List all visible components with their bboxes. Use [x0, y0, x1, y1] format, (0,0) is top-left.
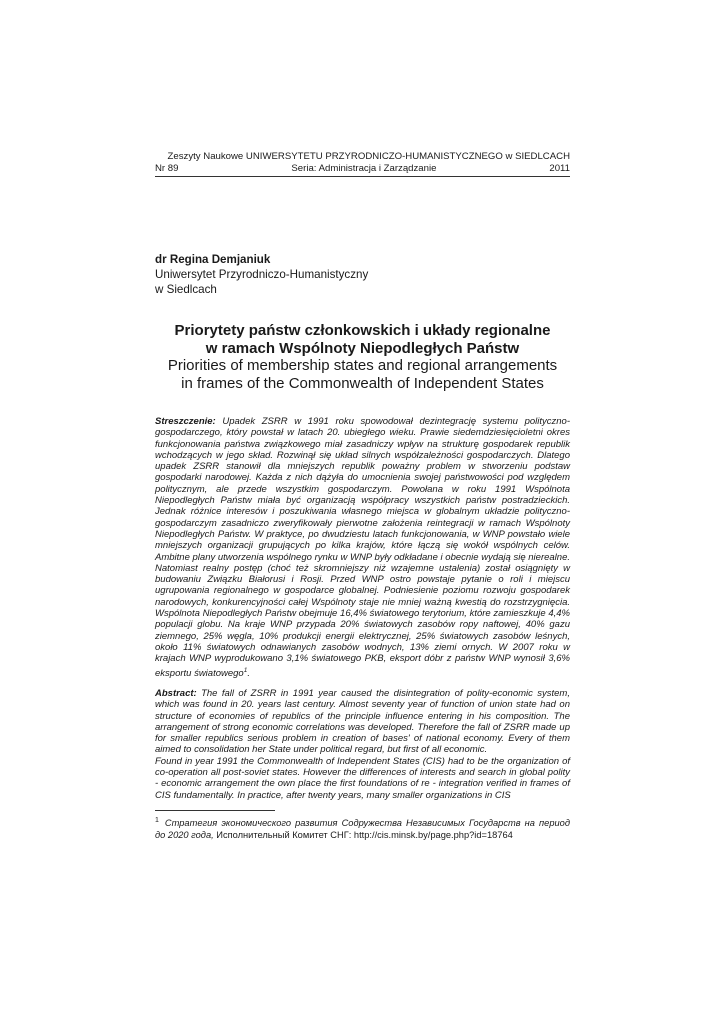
footnote-mark: 1 [155, 817, 159, 824]
abstract-text-1: The fall of ZSRR in 1991 year caused the disintegration of polity-economic system, which was found in 20. years last century. Almost seventy year of function of union state had on structure of economies of republics of the principle influence entering in his composition. The arrangement of strong economic correlations was developed. Therefore the fall of ZSRR made up for smaller republics serious problem in creation of bases' of national economy. Every of them aimed to consolidation her State under political regard, but first of all economic. [155, 688, 570, 756]
streszczenie-paragraph [155, 416, 570, 679]
title-polish-line2: w ramach Wspólnoty Niepodległych Państw [205, 339, 520, 357]
footnote-separator [155, 810, 275, 811]
abstract-paragraph-2: Found in year 1991 the Commonwealth of Independent States (CIS) had to be the organization of co-operation all post-soviet states. However the differences of interests and search in global polity - economic arrangement the own place the first foundations of re - integration verified in frames of CIS fundamentally. In practice, after twenty years, many smaller organizations in CIS [155, 755, 570, 801]
footnote-russian-title: Стратегия экономического развития Содружества Независимых Государств на период до 2020 года, [155, 818, 570, 841]
streszczenie-text: Upadek ZSRR w 1991 roku spowodował dezintegrację systemu polityczno-gospodarczego, który powstał w latach 20. ubiegłego wieku. Prawie siedemdziesięcioletni okres funkcjonowania państwa związkowego miał zasadniczy wpływ na strukturę gospodarek republik wchodzących w jego skład. Rozwinął się układ silnych współzależności gospodarczych. Dlatego upadek ZSRR stanowił dla mniejszych republik poważny problem w stworzeniu podstaw gospodarki narodowej. Każda z nich dążyła do umocnienia swojej państwowości pod względem politycznym, ale przede wszystkim gospodarczym. Powołana w roku 1991 Wspólnota Niepodległych Państw miała być organizacją współpracy wszystkich państw postradzieckich. Jednak różnice interesów i poszukiwania własnego miejsca w globalnym układzie polityczno-gospodarczym zasadniczo zweryfikowały pierwotne założenia reintegracji w ramach Wspólnoty Niepodległych Państw. W praktyce, po dwudziestu latach funkcjonowania, w WNP powstało wiele mniejszych organizacji grupujących po kilka krajów, które łączą się wokół wspólnych celów. Ambitne plany utworzenia wspólnego rynku w WNP były odkładane i obecnie wydają się nierealne. Natomiast realny postęp (choć też skromniejszy niż wzajemne ustalenia) został osiągnięty w budowaniu Związku Białorusi i Rosji. Przed WNP ostro powstaje pytanie o roli i miejscu ugrupowania regionalnego w gospodarce globalnej. Podniesienie poziomu rozwoju gospodarek narodowych, konkurencyjności całej Wspólnoty staje nie mniej ważną kwestią do rozstrzygnięcia. Wspólnota Niepodległych Państw obejmuje 16,4% światowego terytorium, które zamieszkuje 4,4% populacji globu. Na kraje WNP przypada 20% światowych zasobów ropy naftowej, 40% gazu ziemnego, 25% węgla, 10% produkcji energii elektrycznej, 25% światowych zasobów leśnych, około 11% światowych odnawianych zasobów wodnych, 13% ziemi ornych. W 2007 roku w krajach WNP wyprodukowano 3,1% światowego PKB, eksport dóbr z państw WNP wynosił 3,6% eksportu światowego [155, 416, 570, 679]
streszczenie-label: Streszczenie: [155, 416, 216, 427]
abstract-english [155, 688, 570, 801]
footnote-reference[interactable]: 1 [243, 666, 248, 674]
issue-number: Nr 89 [155, 163, 179, 174]
header-rule [155, 176, 570, 177]
abstract-paragraph-1 [155, 688, 570, 756]
title-polish-line1: Priorytety państw członkowskich i układy regionalne [174, 322, 551, 339]
title-english-line2: in frames of the Commonwealth of Independent States [181, 374, 544, 392]
journal-title: Zeszyty Naukowe UNIWERSYTETU PRZYRODNICZO-HUMANISTYCZNEGO w SIEDLCACH [167, 151, 570, 162]
header-info-row [155, 163, 570, 175]
author-block [155, 252, 368, 297]
series-title: Seria: Administracja i Zarządzanie [291, 163, 437, 174]
author-name: dr Regina Demjaniuk [155, 253, 271, 266]
article-titles [155, 322, 570, 392]
publication-year: 2011 [549, 163, 570, 174]
running-header [155, 151, 570, 177]
title-english-line1: Priorities of membership states and regional arrangements [167, 357, 558, 374]
footnote-source: Исполнительный Комитет СНГ: http://cis.minsk.by/page.php?id=18764 [213, 830, 513, 841]
footnote [155, 815, 570, 841]
author-affiliation-city: w Siedlcach [155, 283, 217, 296]
author-affiliation: Uniwersytet Przyrodniczo-Humanistyczny [155, 268, 369, 281]
streszczenie-end: . [247, 667, 250, 679]
abstract-label: Abstract: [155, 688, 197, 699]
